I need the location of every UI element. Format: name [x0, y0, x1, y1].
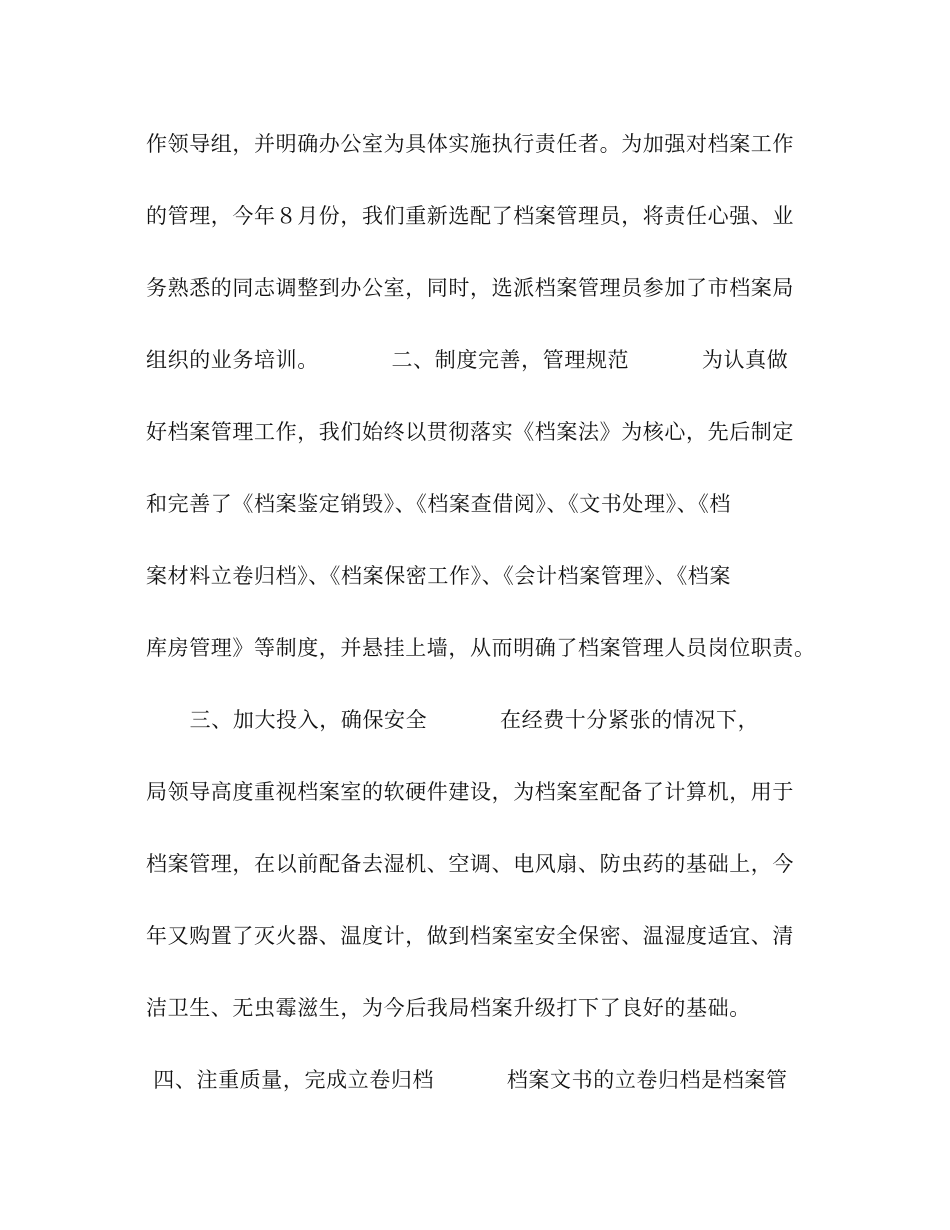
text-line-2: 的管理，今年８月份，我们重新选配了档案管理员，将责任心强、业 — [146, 204, 794, 228]
text-line-12: 年又购置了灭火器、温度计，做到档案室安全保密、温湿度适宜、清 — [146, 924, 794, 948]
text-line-1: 作领导组，并明确办公室为具体实施执行责任者。为加强对档案工作 — [146, 132, 794, 156]
text-line-14: 四、注重质量，完成立卷归档 档案文书的立卷归档是档案管 — [146, 1068, 788, 1092]
text-line-4: 组织的业务培训。 二、制度完善，管理规范 为认真做 — [146, 348, 789, 372]
text-line-7: 案材料立卷归档》、《档案保密工作》、《会计档案管理》、《档案 — [146, 564, 731, 588]
text-line-5: 好档案管理工作，我们始终以贯彻落实《档案法》为核心，先后制定 — [146, 420, 794, 444]
text-line-10: 局领导高度重视档案室的软硬件建设，为档案室配备了计算机，用于 — [146, 780, 794, 804]
text-line-8: 库房管理》等制度，并悬挂上墙，从而明确了档案管理人员岗位职责。 — [146, 636, 816, 660]
text-line-13: 洁卫生、无虫霉滋生，为今后我局档案升级打下了良好的基础。 — [146, 996, 751, 1020]
text-line-9: 三、加大投入，确保安全 在经费十分紧张的情况下， — [146, 708, 760, 732]
text-line-6: 和完善了《档案鉴定销毁》、《档案查借阅》、《文书处理》、《档 — [146, 492, 731, 516]
text-line-11: 档案管理，在以前配备去湿机、空调、电风扇、防虫药的基础上，今 — [146, 852, 794, 876]
text-line-3: 务熟悉的同志调整到办公室，同时，选派档案管理员参加了市档案局 — [146, 276, 794, 300]
